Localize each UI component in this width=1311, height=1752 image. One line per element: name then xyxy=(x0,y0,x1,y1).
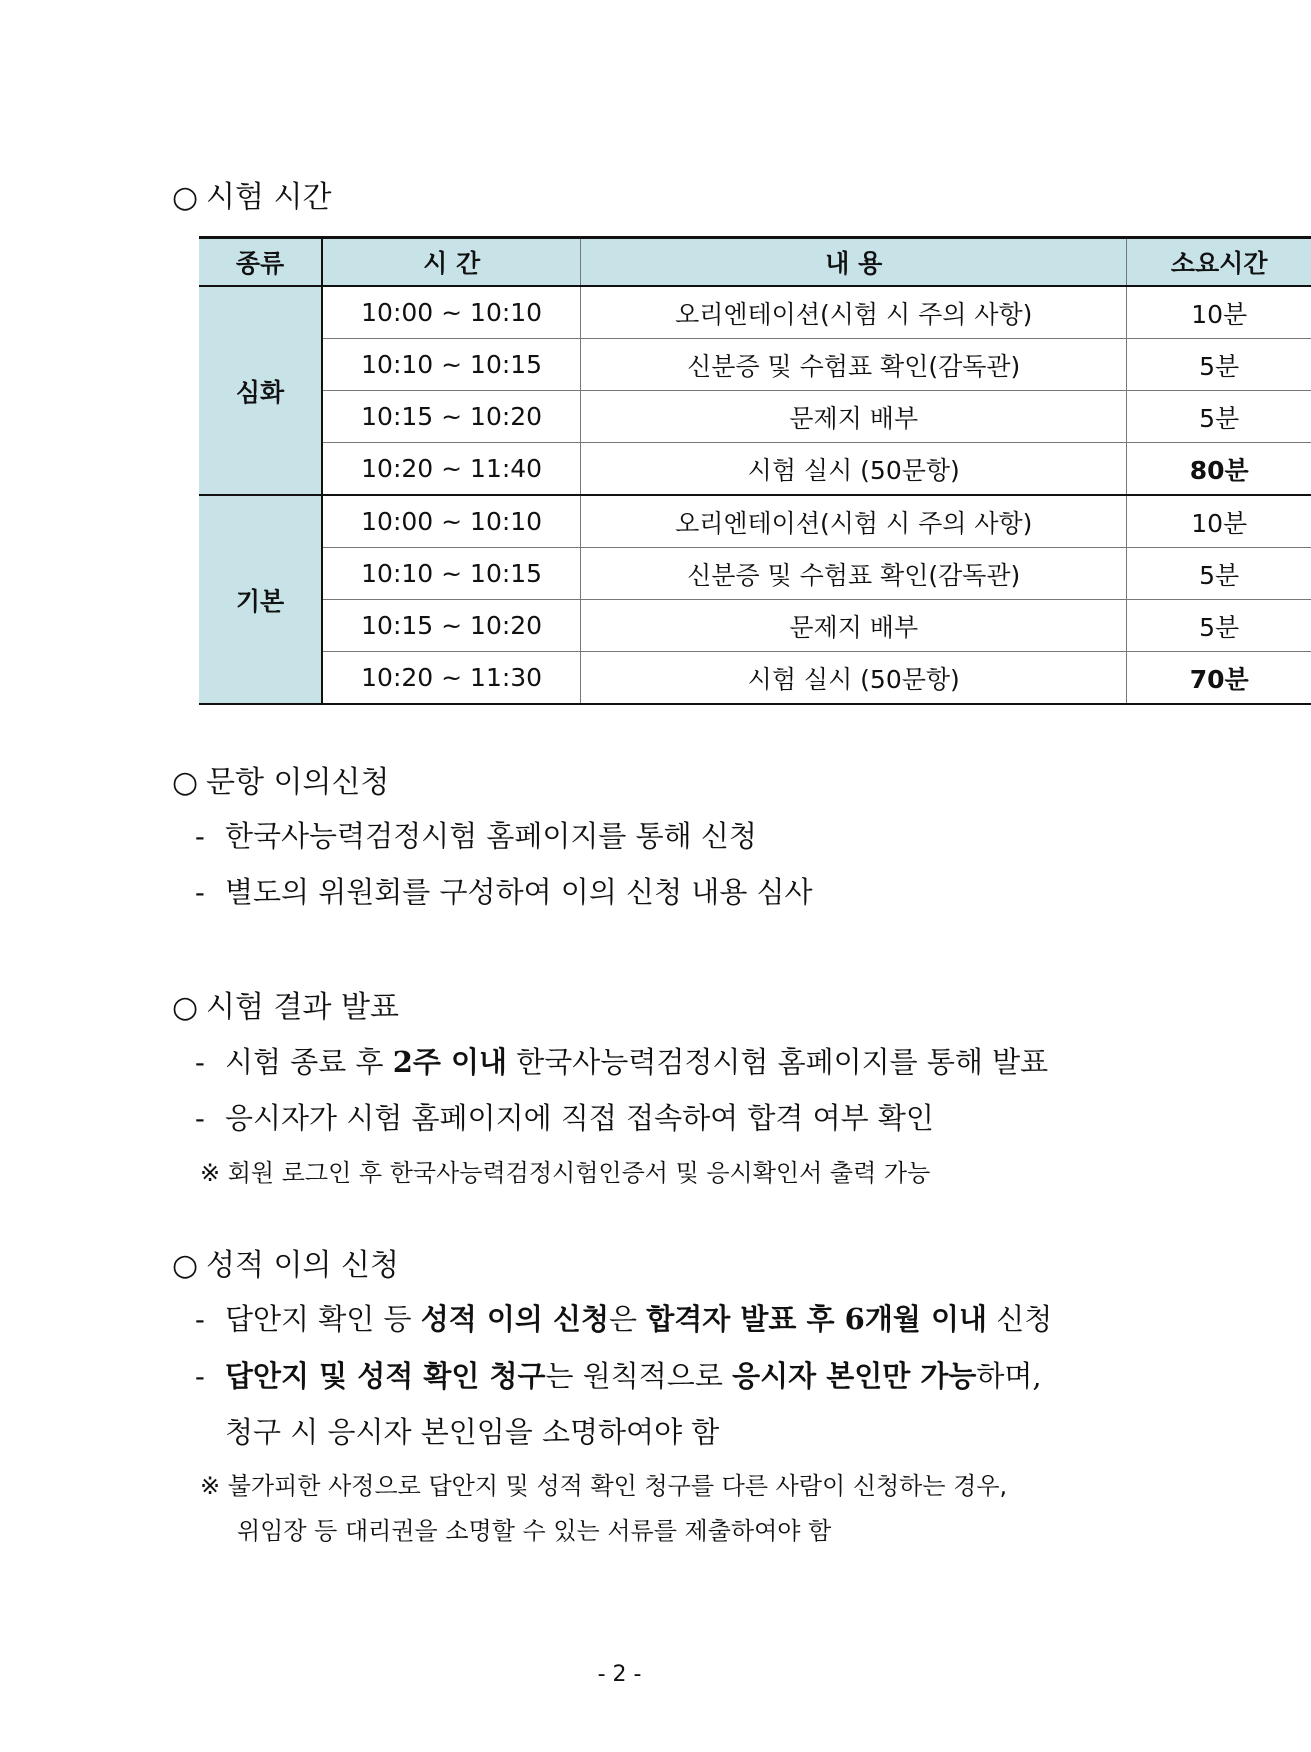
table-row xyxy=(199,652,1311,705)
duration-cell-total: 70분 xyxy=(1127,652,1311,705)
table-header-row xyxy=(199,238,1311,287)
duration-cell: 5분 xyxy=(1127,339,1311,391)
time-cell: 10:10 ~ 10:15 xyxy=(322,339,580,391)
note-text: ※ 불가피한 사정으로 답안지 및 성적 확인 청구를 다른 사람이 신청하는 경우, xyxy=(200,1472,1008,1500)
list-item-continuation: 청구 시 응시자 본인임을 소명하여야 함 xyxy=(225,1415,720,1449)
header-type: 종류 xyxy=(199,238,322,287)
section-heading-item-objection xyxy=(172,757,389,801)
section-title: 시험 결과 발표 xyxy=(206,990,399,1025)
list-item: - 응시자가 시험 홈페이지에 직접 접속하여 합격 여부 확인 xyxy=(195,1101,934,1135)
section-heading-score-objection xyxy=(172,1240,399,1284)
content-cell: 시험 실시 (50문항) xyxy=(581,652,1127,705)
page-number: - 2 - xyxy=(597,1662,642,1687)
duration-cell: 10분 xyxy=(1127,495,1311,548)
time-cell: 10:20 ~ 11:40 xyxy=(322,443,580,496)
list-item: - 시험 종료 후 2주 이내 한국사능력검정시험 홈페이지를 통해 발표 xyxy=(195,1045,1049,1079)
time-cell: 10:15 ~ 10:20 xyxy=(322,600,580,652)
table-row xyxy=(199,286,1311,339)
category-advanced: 심화 xyxy=(199,286,322,495)
header-duration: 소요시간 xyxy=(1127,238,1311,287)
section-title: 시험 시간 xyxy=(206,180,332,215)
time-cell: 10:10 ~ 10:15 xyxy=(322,548,580,600)
time-cell: 10:15 ~ 10:20 xyxy=(322,391,580,443)
bullet-circle: ○ xyxy=(172,990,199,1025)
section-title: 문항 이의신청 xyxy=(206,765,390,800)
duration-cell-total: 80분 xyxy=(1127,443,1311,496)
header-time: 시 간 xyxy=(322,238,580,287)
content-cell: 신분증 및 수험표 확인(감독관) xyxy=(581,339,1127,391)
table-row xyxy=(199,548,1311,600)
time-cell: 10:00 ~ 10:10 xyxy=(322,495,580,548)
content-cell: 문제지 배부 xyxy=(581,391,1127,443)
bullet-circle: ○ xyxy=(172,765,199,800)
duration-cell: 5분 xyxy=(1127,548,1311,600)
list-item: - 답안지 확인 등 성적 이의 신청은 합격자 발표 후 6개월 이내 신청 xyxy=(195,1302,1053,1336)
table-row xyxy=(199,339,1311,391)
list-item: - 답안지 및 성적 확인 청구는 원칙적으로 응시자 본인만 가능하며, xyxy=(195,1359,1042,1393)
content-cell: 오리엔테이션(시험 시 주의 사항) xyxy=(581,495,1127,548)
list-item: - 한국사능력검정시험 홈페이지를 통해 신청 xyxy=(195,819,757,853)
table-row xyxy=(199,495,1311,548)
content-cell: 오리엔테이션(시험 시 주의 사항) xyxy=(581,286,1127,339)
exam-schedule-table xyxy=(199,236,1311,705)
section-heading-exam-time xyxy=(172,172,331,216)
section-heading-result xyxy=(172,982,399,1026)
content-cell: 문제지 배부 xyxy=(581,600,1127,652)
bullet-circle: ○ xyxy=(172,1248,199,1283)
header-content: 내 용 xyxy=(581,238,1127,287)
time-cell: 10:00 ~ 10:10 xyxy=(322,286,580,339)
content-cell: 시험 실시 (50문항) xyxy=(581,443,1127,496)
section-title: 성적 이의 신청 xyxy=(206,1248,399,1283)
table-row xyxy=(199,443,1311,496)
content-cell: 신분증 및 수험표 확인(감독관) xyxy=(581,548,1127,600)
duration-cell: 10분 xyxy=(1127,286,1311,339)
note-text-continuation: 위임장 등 대리권을 소명할 수 있는 서류를 제출하여야 함 xyxy=(237,1517,832,1545)
list-item: - 별도의 위원회를 구성하여 이의 신청 내용 심사 xyxy=(195,875,813,909)
table-row xyxy=(199,600,1311,652)
time-cell: 10:20 ~ 11:30 xyxy=(322,652,580,705)
duration-cell: 5분 xyxy=(1127,600,1311,652)
bullet-circle: ○ xyxy=(172,180,199,215)
duration-cell: 5분 xyxy=(1127,391,1311,443)
note-text: ※ 회원 로그인 후 한국사능력검정시험인증서 및 응시확인서 출력 가능 xyxy=(200,1159,931,1187)
table-row xyxy=(199,391,1311,443)
category-basic: 기본 xyxy=(199,495,322,704)
